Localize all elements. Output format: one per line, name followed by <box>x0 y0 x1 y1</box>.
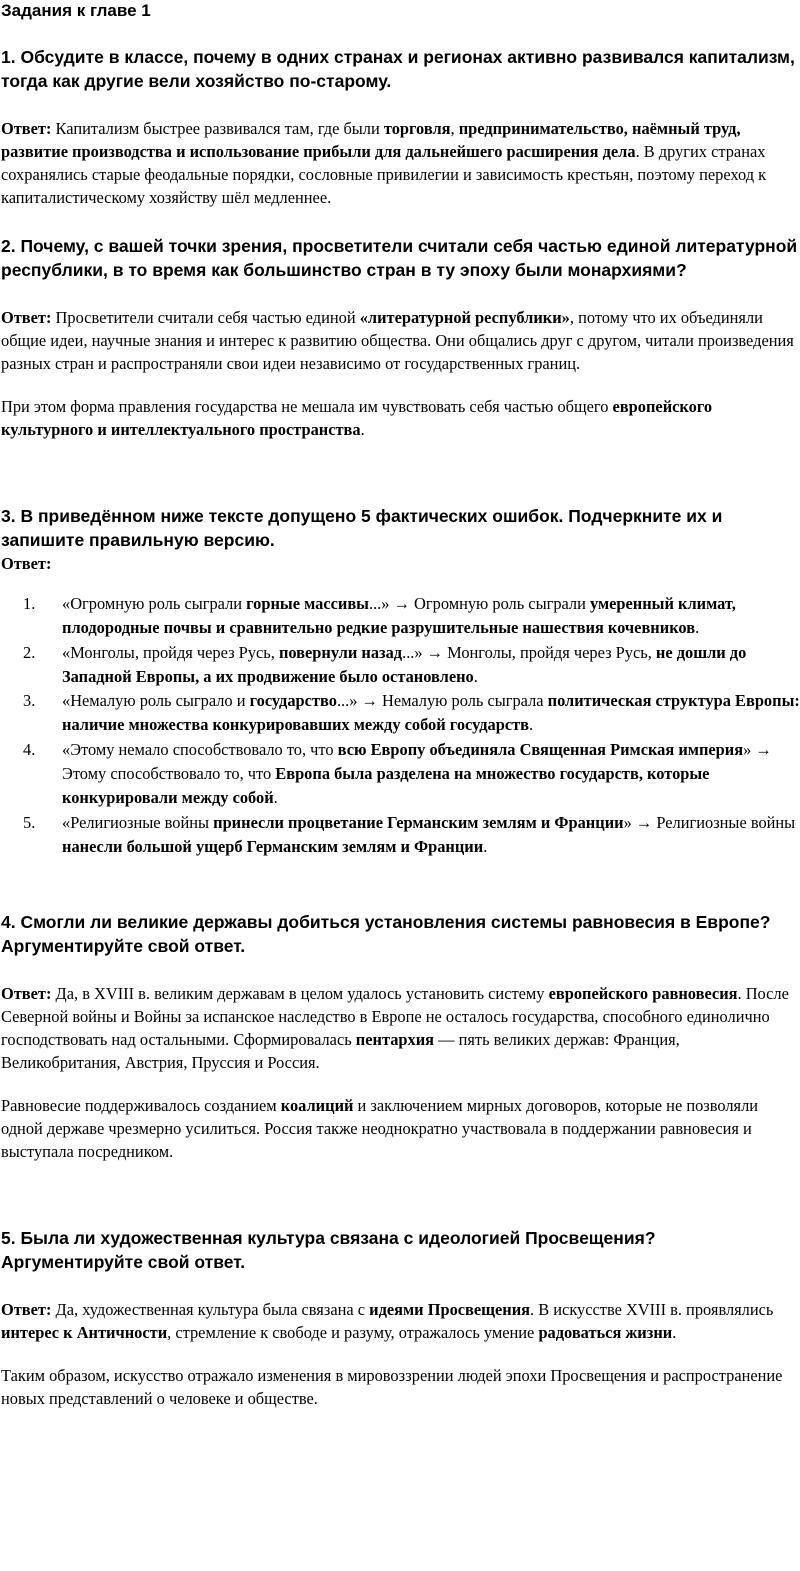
question-2: 2. Почему, с вашей точки зрения, просветители считали себя частью единой литературной республики, в то время как большинство стран в ту эпоху были монархиями? <box>1 236 798 280</box>
list-item: 2. «Монголы, пройдя через Русь, повернули назад...» → Монголы, пройдя через Русь, не дошли до Западной Европы, а их продвижение было остановлено. <box>23 642 747 686</box>
answer-3-label: Ответ: <box>1 554 52 573</box>
question-4: 4. Смогли ли великие державы добиться установления системы равновесия в Европе? Аргументируйте свой ответ. <box>1 912 771 957</box>
answer-label: Ответ: <box>1 984 52 1004</box>
answer-label: Ответ: <box>1 119 52 138</box>
answer-4-paragraph-2: Равновесие поддерживалось созданием коалиций и заключением мирных договоров, которые не позволяли одной державе чрезмерно усилиться. Россия также неоднократно участвовала в поддержании равновесия и выступала посредником. <box>1 1096 759 1162</box>
answer-5: Ответ: Да, художественная культура была связана с идеями Просвещения. В искусстве XVIII в. проявлялись интерес к Античности, стремление к свободе и разуму, отражалось умение радоваться жизни. <box>1 1300 774 1343</box>
answer-1: Ответ: Капитализм быстрее развивался там, где были торговля, предпринимательство, наёмный труд, развитие производства и использование прибыли для дальнейшего расширения дела. В других странах сохранялись старые феодальные порядки, сословные привилегии и зависимость крестьян, поэтому переход к капиталистическому хозяйству шёл медленнее. <box>1 119 767 207</box>
page-title: Задания к главе 1 <box>1 1 151 20</box>
answer-5-paragraph-2: Таким образом, искусство отражало изменения в мировоззрении людей эпохи Просвещения и распространение новых представлений о человеке и обществе. <box>1 1366 783 1409</box>
list-item: 4. «Этому немало способствовало то, что всю Европу объединяла Священная Римская империя» → Этому способствовало то, что Европа была разделена на множество государств, которые конкурировали между собой. <box>23 739 772 808</box>
corrections-list <box>1 592 800 859</box>
list-item: 1. «Огромную роль сыграли горные массивы...» → Огромную роль сыграли умеренный климат, плодородные почвы и сравнительно редкие разрушительные нашествия кочевников. <box>23 594 736 638</box>
list-item: 3. «Немалую роль сыграло и государство...» → Немалую роль сыграла политическая структура Европы: наличие множества конкурировавших между собой государств. <box>23 691 800 735</box>
answer-label: Ответ: <box>1 1300 52 1320</box>
answer-2-paragraph-2: При этом форма правления государства не мешала им чувствовать себя частью общего европейского культурного и интеллектуального пространства. <box>1 397 713 439</box>
question-5: 5. Была ли художественная культура связана с идеологией Просвещения? Аргументируйте свой ответ. <box>1 1228 656 1273</box>
list-item: 5. «Религиозные войны принесли процветание Германским землям и Франции» → Религиозные войны нанесли большой ущерб Германским землям и Франции. <box>23 812 796 856</box>
question-3: 3. В приведённом ниже тексте допущено 5 фактических ошибок. Подчеркните их и запишите правильную версию. <box>1 506 723 550</box>
answer-2: Ответ: Просветители считали себя частью единой «литературной республики», потому что их объединяли общие идеи, научные знания и интерес к развитию общества. Они общались друг с другом, читали произведения разных стран и распространяли свои идеи независимо от государственных границ. <box>1 308 794 373</box>
answer-4: Ответ: Да, в XVIII в. великим державам в целом удалось установить систему европейского равновесия. После Северной войны и Войны за испанское наследство в Европе не осталось государства, способного единолично господствовать над остальными. Сформировалась пентархия — пять великих держав: Франция, Великобритания, Австрия, Пруссия и Россия. <box>1 984 789 1073</box>
question-1: 1. Обсудите в классе, почему в одних странах и регионах активно развивался капитализм, тогда как другие вели хозяйство по-старому. <box>1 47 795 91</box>
answer-label: Ответ: <box>1 308 52 327</box>
